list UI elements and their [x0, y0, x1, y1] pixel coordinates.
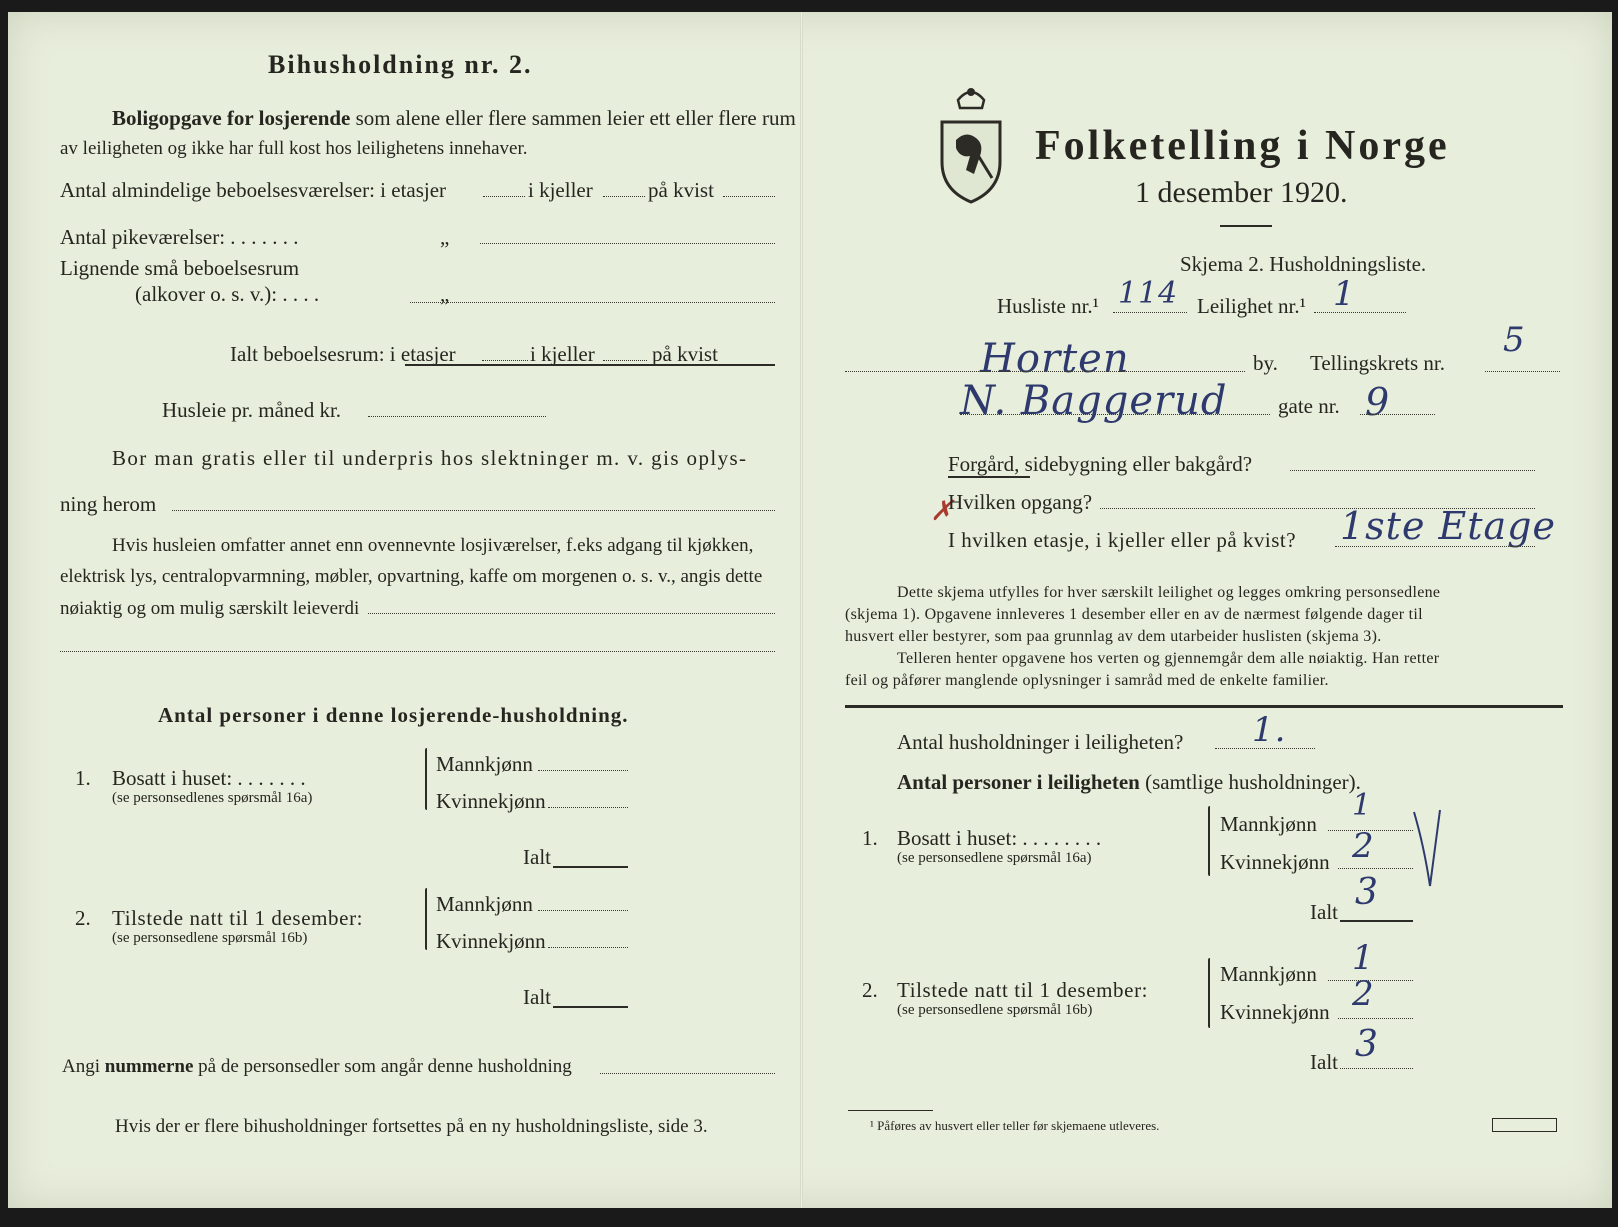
similar-rooms-line	[410, 302, 775, 303]
info-line-2: (skjema 1). Opgavene innleveres 1 desember eller en av de nærmest følgende dager til	[845, 606, 1423, 623]
rooms-cellar-line	[603, 196, 645, 197]
right-q2-total-value[interactable]: 3	[1355, 1024, 1379, 1065]
left-q2-total-label: Ialt	[523, 985, 551, 1009]
maid-ditto: „	[440, 225, 450, 249]
left-intro-line2: av leiligheten og ikke har full kost hos leilighetens innehaver.	[60, 138, 528, 159]
numbers-fill-line	[600, 1073, 775, 1074]
right-q2-female-value[interactable]: 2	[1352, 974, 1375, 1014]
left-q1-male-label: Mannkjønn	[436, 752, 533, 776]
left-q2-brace	[425, 888, 427, 950]
left-title: Bihusholdning nr. 2.	[268, 50, 533, 79]
right-q1-num: 1.	[862, 826, 878, 850]
left-intro-rest: som alene eller flere sammen leier ett eller flere rum	[355, 106, 796, 130]
left-q2-male-label: Mannkjønn	[436, 892, 533, 916]
title-rule	[1220, 225, 1272, 227]
numbers-bold: nummerne	[104, 1056, 194, 1077]
right-q2-total-line	[1340, 1068, 1413, 1069]
right-q1-female-value[interactable]: 2	[1352, 826, 1375, 866]
rent-label: Husleie pr. måned kr.	[162, 398, 342, 422]
leilighet-line	[1314, 312, 1406, 313]
right-q2-label: Tilstede natt til 1 desember:	[897, 978, 1149, 1002]
total-rooms-label: Ialt beboelsesrum: i etasjer	[230, 342, 456, 366]
right-title: Folketelling i Norge	[1035, 123, 1450, 169]
rooms-floors-line	[483, 196, 525, 197]
tally-check-icon	[1410, 806, 1450, 896]
left-q2-female-line	[548, 947, 628, 948]
right-q1-brace	[1208, 806, 1210, 876]
rooms-attic-label: på kvist	[648, 178, 714, 202]
right-q2-male-label: Mannkjønn	[1220, 962, 1317, 986]
left-q2-num: 2.	[75, 906, 91, 930]
left-intro-line1	[112, 106, 796, 131]
street-value[interactable]: N. Baggerud	[960, 378, 1228, 424]
left-q1-male-line	[538, 770, 628, 771]
right-q1-label: Bosatt i huset: . . . . . . . .	[897, 826, 1102, 850]
yard-question: Forgård, sidebygning eller bakgård?	[948, 452, 1253, 476]
krets-label: Tellingskrets nr.	[1310, 351, 1446, 375]
left-q1-label: Bosatt i huset: . . . . . . .	[112, 766, 306, 790]
numbers-rest: på de personsedler som angår denne husholdning	[198, 1056, 572, 1077]
krets-line	[1485, 371, 1560, 372]
rent-note-line	[368, 613, 775, 614]
entrance-question: Hvilken opgang?	[948, 490, 1093, 514]
info-line-3: husvert eller bestyrer, som paa grunnlag av dem utarbeider huslisten (skjema 3).	[845, 628, 1382, 645]
total-floors-line	[482, 360, 528, 361]
right-q2-brace	[1208, 958, 1210, 1028]
persons-heading-bold: Antal personer i leiligheten	[897, 770, 1140, 794]
floor-value[interactable]: 1ste Etage	[1340, 504, 1556, 548]
right-q2-num: 2.	[862, 978, 878, 1002]
right-q1-ref: (se personsedlene spørsmål 16a)	[897, 850, 1092, 866]
numbers-pre: Angi	[62, 1056, 100, 1077]
right-q1-female-label: Kvinnekjønn	[1220, 850, 1330, 874]
floor-question: I hvilken etasje, i kjeller eller på kvist?	[948, 528, 1297, 552]
left-q1-total-label: Ialt	[523, 845, 551, 869]
right-q1-male-label: Mannkjønn	[1220, 812, 1317, 836]
by-label: by.	[1253, 351, 1278, 375]
schema-label: Skjema 2. Husholdningsliste.	[1180, 252, 1427, 276]
left-q2-ref: (se personsedlene spørsmål 16b)	[112, 930, 308, 946]
free-line	[172, 510, 775, 511]
printer-stamp	[1492, 1118, 1557, 1132]
footnote-rule	[848, 1110, 933, 1111]
persons-heading	[897, 770, 1361, 795]
gate-line	[1360, 414, 1435, 415]
continue-note: Hvis der er flere bihusholdninger fortsettes på en ny husholdningsliste, side 3.	[115, 1116, 708, 1137]
left-q2-female-label: Kvinnekjønn	[436, 929, 546, 953]
maid-rooms-label: Antal pikeværelser: . . . . . . .	[60, 225, 299, 249]
page-fold	[800, 12, 803, 1208]
left-q2-male-line	[538, 910, 628, 911]
rent-note-3: nøiaktig og om mulig særskilt leieverdi	[60, 598, 360, 619]
rent-note-2: elektrisk lys, centralopvarmning, møbler, opvartning, kaffe om morgenen o. s. v., angis dette	[60, 566, 763, 587]
city-line	[845, 371, 1245, 372]
footnote: ¹ Påføres av husvert eller teller før skjemaene utleveres.	[870, 1118, 1160, 1133]
left-persons-heading: Antal personer i denne losjerende-husholdning.	[158, 703, 629, 727]
left-q2-total-line	[553, 1006, 628, 1008]
husliste-line	[1113, 312, 1187, 313]
total-cellar-line	[603, 360, 647, 361]
maid-rooms-line	[480, 243, 775, 244]
right-q1-female-line	[1338, 868, 1413, 869]
persons-heading-rest: (samtlige husholdninger).	[1145, 770, 1361, 794]
right-date: 1 desember 1920.	[1135, 176, 1348, 209]
street-line	[960, 414, 1270, 415]
rent-line	[368, 416, 546, 417]
info-line-5: feil og påfører manglende oplysninger i samråd med de enkelte familier.	[845, 672, 1329, 689]
right-q1-total-value[interactable]: 3	[1355, 872, 1379, 913]
right-q2-female-line	[1338, 1018, 1413, 1019]
rent-note-1: Hvis husleien omfatter annet enn ovennevnte losjiværelser, f.eks adgang til kjøkken,	[112, 535, 754, 556]
leilighet-label: Leilighet nr.¹	[1197, 294, 1306, 318]
free-text-1: Bor man gratis eller til underpris hos slektninger m. v. gis oplys-	[112, 446, 748, 470]
floor-line	[1335, 546, 1535, 547]
left-q1-brace	[425, 748, 427, 810]
left-q1-num: 1.	[75, 766, 91, 790]
left-q1-female-label: Kvinnekjønn	[436, 789, 546, 813]
left-intro-bold: Boligopgave for losjerende	[112, 106, 351, 130]
similar-rooms-label-2: (alkover o. s. v.): . . . .	[135, 282, 320, 306]
husliste-value[interactable]: 114	[1118, 276, 1179, 311]
right-q2-female-label: Kvinnekjønn	[1220, 1000, 1330, 1024]
total-cellar-label: i kjeller	[530, 342, 595, 366]
right-q1-total-label: Ialt	[1310, 900, 1338, 924]
right-q2-male-value[interactable]: 1	[1352, 938, 1375, 978]
free-text-2: ning herom	[60, 492, 157, 516]
right-q2-ref: (se personsedlene spørsmål 16b)	[897, 1002, 1093, 1018]
yard-line	[1290, 470, 1535, 471]
rooms-attic-line	[723, 196, 775, 197]
rent-note-line-2	[60, 651, 775, 652]
rooms-cellar-label: i kjeller	[528, 178, 593, 202]
gate-label: gate nr.	[1278, 394, 1340, 418]
right-q1-total-line	[1340, 920, 1413, 922]
left-q1-ref: (se personsedlenes spørsmål 16a)	[112, 790, 313, 806]
left-q1-total-line	[553, 866, 628, 868]
households-question: Antal husholdninger i leiligheten?	[897, 730, 1184, 754]
similar-rooms-label-1: Lignende små beboelsesrum	[60, 256, 300, 280]
total-rooms-underline	[405, 364, 775, 366]
left-q2-label: Tilstede natt til 1 desember:	[112, 906, 364, 930]
right-q1-male-value[interactable]: 1	[1352, 788, 1373, 823]
norway-coat-of-arms-icon	[936, 82, 1006, 206]
gate-value[interactable]: 9	[1365, 380, 1391, 424]
city-value[interactable]: Horten	[980, 336, 1130, 382]
leilighet-value[interactable]: 1	[1333, 274, 1356, 314]
section-rule	[845, 705, 1563, 708]
husliste-label: Husliste nr.¹	[997, 294, 1099, 318]
info-line-1: Dette skjema utfylles for hver særskilt leilighet og legges omkring personsedlene	[897, 584, 1441, 601]
households-value[interactable]: 1.	[1252, 710, 1287, 750]
left-q1-female-line	[548, 807, 628, 808]
right-q2-total-label: Ialt	[1310, 1050, 1338, 1074]
rooms-label: Antal almindelige beboelsesværelser: i etasjer	[60, 178, 447, 202]
info-line-4: Telleren henter opgavene hos verten og gjennemgår dem alle nøiaktig. Han retter	[897, 650, 1440, 667]
krets-value[interactable]: 5	[1503, 320, 1526, 360]
check-mark-icon: ✗	[930, 494, 955, 527]
yard-underline	[948, 476, 1030, 478]
numbers-line	[62, 1056, 572, 1078]
similar-ditto: „	[440, 282, 450, 306]
total-attic-label: på kvist	[652, 342, 718, 366]
households-line	[1215, 748, 1315, 749]
